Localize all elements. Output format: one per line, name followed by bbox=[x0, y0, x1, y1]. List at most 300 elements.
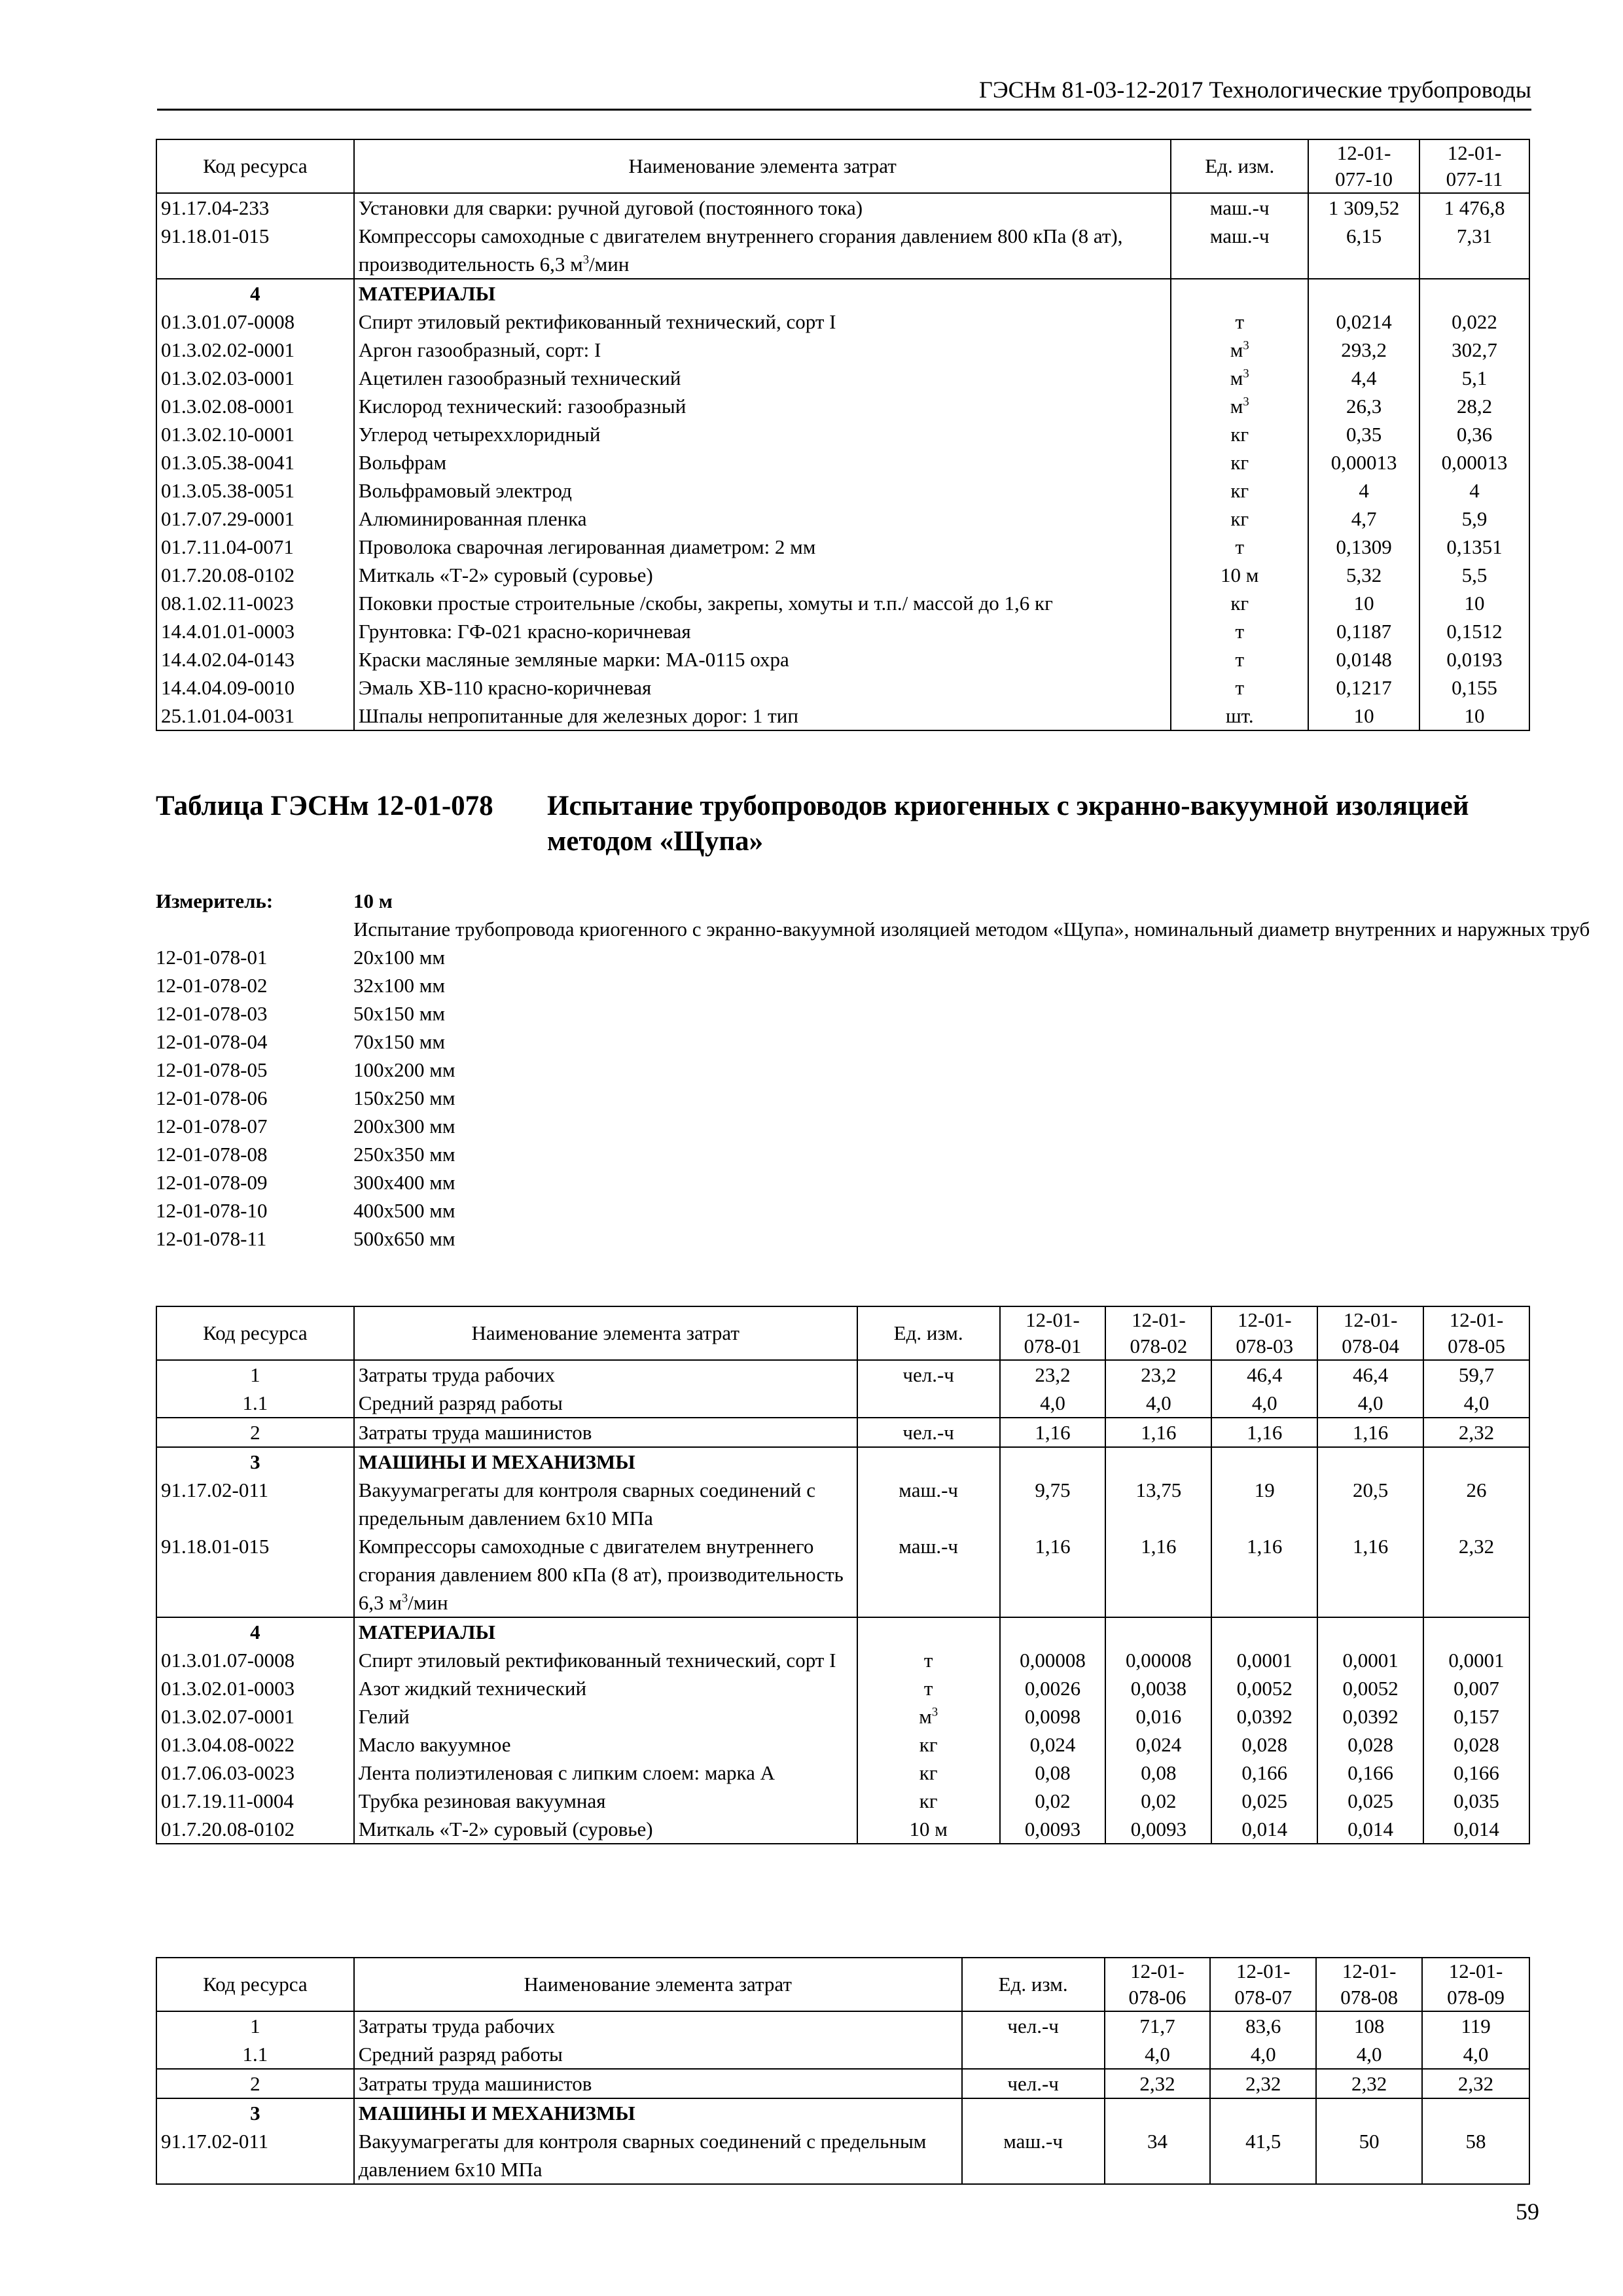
col-unit-header: Ед. изм. bbox=[962, 1958, 1105, 2011]
cost-element-name: Компрессоры самоходные с двигателем внутреннего сгорания давлением 800 кПа (8 ат), производительность 6,3 $м^3$/мин bbox=[354, 222, 1171, 279]
norm-value: 0,1351 bbox=[1419, 533, 1529, 561]
resource-code: 01.7.11.04-0071 bbox=[156, 533, 354, 561]
norm-value: 46,4 bbox=[1211, 1360, 1317, 1389]
measure-item bbox=[156, 1084, 1597, 1112]
norm-value: 1,16 bbox=[1000, 1418, 1106, 1447]
norm-value: 0,0038 bbox=[1105, 1674, 1211, 1702]
unit: т bbox=[857, 1674, 1000, 1702]
resource-code: 01.3.05.38-0051 bbox=[156, 476, 354, 505]
cost-element-name: Лента полиэтиленовая с липким слоем: марка А bbox=[354, 1759, 857, 1787]
unit bbox=[962, 2040, 1105, 2069]
section-row bbox=[156, 279, 1529, 308]
norm-value: 2,32 bbox=[1210, 2069, 1316, 2098]
table-row bbox=[156, 1360, 1529, 1389]
col-rate-header: 12-01- 078-05 bbox=[1423, 1306, 1529, 1360]
cost-element-name: Спирт этиловый ректификованный технический, сорт I bbox=[354, 1646, 857, 1674]
table-row bbox=[156, 193, 1529, 222]
cost-element-name: Затраты труда машинистов bbox=[354, 2069, 962, 2098]
norm-value bbox=[1210, 2098, 1316, 2127]
col-code-header: Код ресурса bbox=[156, 1958, 354, 2011]
unit: маш.-ч bbox=[962, 2127, 1105, 2184]
norm-value: 1,16 bbox=[1105, 1532, 1211, 1617]
measure-item-code: 12-01-078-11 bbox=[156, 1227, 267, 1250]
measure-item-text: 70х150 мм bbox=[353, 1030, 445, 1053]
norm-value: 0,00013 bbox=[1308, 448, 1419, 476]
norm-value: 0,0093 bbox=[1105, 1815, 1211, 1844]
cost-element-name: МАШИНЫ И МЕХАНИЗМЫ bbox=[354, 2098, 962, 2127]
norm-value: 0,00008 bbox=[1000, 1646, 1106, 1674]
unit: кг bbox=[1171, 448, 1308, 476]
norm-value: 0,0392 bbox=[1317, 1702, 1423, 1731]
measure-item-text: 300х400 мм bbox=[353, 1171, 455, 1194]
table-row bbox=[156, 392, 1529, 420]
cost-element-name: Средний разряд работы bbox=[354, 2040, 962, 2069]
norm-value bbox=[1105, 1617, 1211, 1646]
norm-value bbox=[1317, 1617, 1423, 1646]
norm-value bbox=[1423, 1617, 1529, 1646]
table-row bbox=[156, 1389, 1529, 1418]
table-row bbox=[156, 308, 1529, 336]
unit: т bbox=[1171, 673, 1308, 702]
cost-element-name: Углерод четыреххлоридный bbox=[354, 420, 1171, 448]
table-row bbox=[156, 1815, 1529, 1844]
norm-value: 0,028 bbox=[1423, 1731, 1529, 1759]
resource-code: 1.1 bbox=[156, 2040, 354, 2069]
resource-code: 01.3.02.02-0001 bbox=[156, 336, 354, 364]
table-row bbox=[156, 222, 1529, 279]
resource-code: 91.17.02-011 bbox=[156, 2127, 354, 2184]
norm-value: 23,2 bbox=[1105, 1360, 1211, 1389]
norm-value bbox=[1000, 1447, 1106, 1476]
cost-element-name: Масло вакуумное bbox=[354, 1731, 857, 1759]
resource-code: 91.17.04-233 bbox=[156, 193, 354, 222]
norm-value: 0,0052 bbox=[1211, 1674, 1317, 1702]
norm-value bbox=[1316, 2098, 1422, 2127]
norm-value: 5,1 bbox=[1419, 364, 1529, 392]
cost-element-name: Миткаль «Т-2» суровый (суровье) bbox=[354, 1815, 857, 1844]
cost-element-name: Гелий bbox=[354, 1702, 857, 1731]
resource-code: 01.7.07.29-0001 bbox=[156, 505, 354, 533]
col-unit-header: Ед. изм. bbox=[857, 1306, 1000, 1360]
col-code-header: Код ресурса bbox=[156, 139, 354, 193]
norm-value bbox=[1419, 279, 1529, 308]
table-header-row bbox=[156, 139, 1529, 193]
table-row bbox=[156, 1674, 1529, 1702]
cost-element-name: Вольфрам bbox=[354, 448, 1171, 476]
norm-value: 13,75 bbox=[1105, 1476, 1211, 1532]
measure-item-code: 12-01-078-03 bbox=[156, 1002, 268, 1025]
unit: т bbox=[1171, 645, 1308, 673]
resource-code: 01.3.02.07-0001 bbox=[156, 1702, 354, 1731]
col-name-header: Наименование элемента затрат bbox=[354, 139, 1171, 193]
col-rate-header: 12-01- 078-07 bbox=[1210, 1958, 1316, 2011]
unit: кг bbox=[1171, 420, 1308, 448]
resource-code: 25.1.01.04-0031 bbox=[156, 702, 354, 730]
norm-value: 0,02 bbox=[1105, 1787, 1211, 1815]
norm-value: 4,0 bbox=[1316, 2040, 1422, 2069]
cost-element-name: Проволока сварочная легированная диаметром: 2 мм bbox=[354, 533, 1171, 561]
resource-code: 01.3.02.01-0003 bbox=[156, 1674, 354, 1702]
norm-value: 293,2 bbox=[1308, 336, 1419, 364]
resource-code: 91.18.01-015 bbox=[156, 1532, 354, 1617]
norm-value: 0,0001 bbox=[1423, 1646, 1529, 1674]
norm-value: 41,5 bbox=[1210, 2127, 1316, 2184]
resource-code: 01.3.02.10-0001 bbox=[156, 420, 354, 448]
norm-value: 0,0001 bbox=[1211, 1646, 1317, 1674]
table-row bbox=[156, 561, 1529, 589]
unit: т bbox=[1171, 308, 1308, 336]
norm-value: 23,2 bbox=[1000, 1360, 1106, 1389]
norm-value: 7,31 bbox=[1419, 222, 1529, 279]
norm-value: 1,16 bbox=[1317, 1532, 1423, 1617]
norm-value: 0,1309 bbox=[1308, 533, 1419, 561]
norm-value: 58 bbox=[1422, 2127, 1529, 2184]
norm-value: 0,014 bbox=[1423, 1815, 1529, 1844]
norm-value: 0,00008 bbox=[1105, 1646, 1211, 1674]
unit: шт. bbox=[1171, 702, 1308, 730]
cost-element-name: МАТЕРИАЛЫ bbox=[354, 1617, 857, 1646]
measure-item-text: 250х350 мм bbox=[353, 1143, 455, 1166]
col-unit-header: Ед. изм. bbox=[1171, 139, 1308, 193]
unit: т bbox=[1171, 617, 1308, 645]
norm-value: 26 bbox=[1423, 1476, 1529, 1532]
table-header-row bbox=[156, 1958, 1529, 2011]
norm-value: 10 bbox=[1308, 702, 1419, 730]
unit: чел.-ч bbox=[857, 1360, 1000, 1389]
measure-item-code: 12-01-078-08 bbox=[156, 1143, 268, 1166]
norm-value: 0,025 bbox=[1317, 1787, 1423, 1815]
cost-element-name: Кислород технический: газообразный bbox=[354, 392, 1171, 420]
norm-value bbox=[1211, 1617, 1317, 1646]
norm-value: 5,5 bbox=[1419, 561, 1529, 589]
table-row bbox=[156, 533, 1529, 561]
col-rate-header: 12-01- 078-01 bbox=[1000, 1306, 1106, 1360]
table-row bbox=[156, 1702, 1529, 1731]
unit: $м^3$ bbox=[857, 1702, 1000, 1731]
measure-label: Измеритель: bbox=[156, 889, 274, 912]
measure-item bbox=[156, 1028, 1597, 1056]
table-row bbox=[156, 1731, 1529, 1759]
norm-value: 26,3 bbox=[1308, 392, 1419, 420]
unit: $м^3$ bbox=[1171, 364, 1308, 392]
norm-value: 0,166 bbox=[1423, 1759, 1529, 1787]
norm-value: 1,16 bbox=[1317, 1418, 1423, 1447]
unit: маш.-ч bbox=[1171, 222, 1308, 279]
resource-code: 01.3.02.03-0001 bbox=[156, 364, 354, 392]
norm-value: 4,0 bbox=[1422, 2040, 1529, 2069]
norm-value: 0,1187 bbox=[1308, 617, 1419, 645]
table-name: Испытание трубопроводов криогенных с экранно-вакуумной изоляцией методом «Щупа» bbox=[547, 791, 1469, 857]
col-rate-header: 12-01- 078-02 bbox=[1105, 1306, 1211, 1360]
norm-value: 4,7 bbox=[1308, 505, 1419, 533]
measure-item-code: 12-01-078-10 bbox=[156, 1199, 268, 1222]
cost-element-name: Аргон газообразный, сорт: I bbox=[354, 336, 1171, 364]
table-row bbox=[156, 336, 1529, 364]
cost-element-name: Затраты труда рабочих bbox=[354, 2011, 962, 2040]
table-row bbox=[156, 2069, 1529, 2098]
table-row bbox=[156, 589, 1529, 617]
measure-item bbox=[156, 943, 1597, 971]
col-name-header: Наименование элемента затрат bbox=[354, 1306, 857, 1360]
cost-element-name: МАШИНЫ И МЕХАНИЗМЫ bbox=[354, 1447, 857, 1476]
measure-item-code: 12-01-078-04 bbox=[156, 1030, 268, 1053]
norm-value bbox=[1423, 1447, 1529, 1476]
unit bbox=[857, 1389, 1000, 1418]
page-number: 59 bbox=[1516, 2198, 1539, 2225]
unit: кг bbox=[1171, 589, 1308, 617]
norm-value: 0,0093 bbox=[1000, 1815, 1106, 1844]
measure-item-code: 12-01-078-09 bbox=[156, 1171, 268, 1194]
measure-item-text: 400х500 мм bbox=[353, 1199, 455, 1222]
measure-item bbox=[156, 1112, 1597, 1140]
norm-value: 0,025 bbox=[1211, 1787, 1317, 1815]
norm-value: 1,16 bbox=[1211, 1418, 1317, 1447]
measure-item-text: 150х250 мм bbox=[353, 1086, 455, 1109]
norm-value bbox=[1105, 2098, 1211, 2127]
norm-value: 4,0 bbox=[1317, 1389, 1423, 1418]
cost-element-name: Алюминированная пленка bbox=[354, 505, 1171, 533]
norm-value: 9,75 bbox=[1000, 1476, 1106, 1532]
resource-code: 91.18.01-015 bbox=[156, 222, 354, 279]
measure-item-text: 100х200 мм bbox=[353, 1058, 455, 1081]
unit: $м^3$ bbox=[1171, 392, 1308, 420]
norm-value bbox=[1000, 1617, 1106, 1646]
norm-value: 2,32 bbox=[1423, 1532, 1529, 1617]
resource-code: 2 bbox=[156, 2069, 354, 2098]
norm-value: 119 bbox=[1422, 2011, 1529, 2040]
cost-element-name: Затраты труда машинистов bbox=[354, 1418, 857, 1447]
measure-item-text: 200х300 мм bbox=[353, 1115, 455, 1138]
resource-code: 01.7.19.11-0004 bbox=[156, 1787, 354, 1815]
norm-value: 4,0 bbox=[1423, 1389, 1529, 1418]
norm-value: 1 309,52 bbox=[1308, 193, 1419, 222]
norm-value: 0,1512 bbox=[1419, 617, 1529, 645]
norm-value: 20,5 bbox=[1317, 1476, 1423, 1532]
measure-item bbox=[156, 1168, 1597, 1196]
unit: чел.-ч bbox=[857, 1418, 1000, 1447]
norm-value: 2,32 bbox=[1316, 2069, 1422, 2098]
cost-element-name: Миткаль «Т-2» суровый (суровье) bbox=[354, 561, 1171, 589]
norm-value: 0,02 bbox=[1000, 1787, 1106, 1815]
measure-item bbox=[156, 1140, 1597, 1168]
norm-value: 10 bbox=[1308, 589, 1419, 617]
table-row bbox=[156, 505, 1529, 533]
section-row bbox=[156, 2098, 1529, 2127]
measure-item-text: 50х150 мм bbox=[353, 1002, 445, 1025]
norm-value: 46,4 bbox=[1317, 1360, 1423, 1389]
resource-code: 14.4.01.01-0003 bbox=[156, 617, 354, 645]
col-rate-header: 12-01- 077-11 bbox=[1419, 139, 1529, 193]
unit bbox=[1171, 279, 1308, 308]
norm-value: 0,0148 bbox=[1308, 645, 1419, 673]
col-rate-header: 12-01- 078-04 bbox=[1317, 1306, 1423, 1360]
norm-value: 0,014 bbox=[1211, 1815, 1317, 1844]
measure-value: 10 м bbox=[353, 889, 393, 912]
table-row bbox=[156, 645, 1529, 673]
table-row bbox=[156, 702, 1529, 730]
unit bbox=[962, 2098, 1105, 2127]
norm-value: 1 476,8 bbox=[1419, 193, 1529, 222]
norm-value bbox=[1105, 1447, 1211, 1476]
resource-code: 01.3.04.08-0022 bbox=[156, 1731, 354, 1759]
table-row bbox=[156, 673, 1529, 702]
norm-value: 4,0 bbox=[1000, 1389, 1106, 1418]
measure-description: Испытание трубопровода криогенного с экранно-вакуумной изоляцией методом «Щупа», номинальный диаметр внутренних и наружных труб bbox=[353, 918, 1590, 941]
cost-element-name: Эмаль ХВ-110 красно-коричневая bbox=[354, 673, 1171, 702]
norm-value bbox=[1211, 1447, 1317, 1476]
norm-value: 71,7 bbox=[1105, 2011, 1211, 2040]
cost-element-name: Грунтовка: ГФ-021 красно-коричневая bbox=[354, 617, 1171, 645]
norm-value: 34 bbox=[1105, 2127, 1211, 2184]
norm-value: 0,0214 bbox=[1308, 308, 1419, 336]
norm-value: 0,36 bbox=[1419, 420, 1529, 448]
resource-code: 3 bbox=[156, 2098, 354, 2127]
measure-block bbox=[156, 887, 1597, 1253]
norm-value: 0,014 bbox=[1317, 1815, 1423, 1844]
norm-value: 4,0 bbox=[1211, 1389, 1317, 1418]
table-row bbox=[156, 2011, 1529, 2040]
unit: 10 м bbox=[1171, 561, 1308, 589]
table-title bbox=[156, 789, 1529, 859]
measure-item bbox=[156, 1196, 1597, 1225]
resource-code: 1.1 bbox=[156, 1389, 354, 1418]
section-row bbox=[156, 1447, 1529, 1476]
norm-value: 0,007 bbox=[1423, 1674, 1529, 1702]
norm-value: 0,35 bbox=[1308, 420, 1419, 448]
cost-element-name: Вакуумагрегаты для контроля сварных соединений с предельным давлением 6х10 МПа bbox=[354, 1476, 857, 1532]
unit: т bbox=[1171, 533, 1308, 561]
unit: маш.-ч bbox=[1171, 193, 1308, 222]
norm-value: 1,16 bbox=[1211, 1532, 1317, 1617]
unit: чел.-ч bbox=[962, 2011, 1105, 2040]
section-row bbox=[156, 1617, 1529, 1646]
unit: кг bbox=[857, 1731, 1000, 1759]
norm-value: 10 bbox=[1419, 702, 1529, 730]
cost-element-name: МАТЕРИАЛЫ bbox=[354, 279, 1171, 308]
resource-code: 4 bbox=[156, 1617, 354, 1646]
norm-value: 59,7 bbox=[1423, 1360, 1529, 1389]
resource-code: 01.3.02.08-0001 bbox=[156, 392, 354, 420]
norm-value bbox=[1317, 1447, 1423, 1476]
cost-element-name: Трубка резиновая вакуумная bbox=[354, 1787, 857, 1815]
norm-value: 0,0026 bbox=[1000, 1674, 1106, 1702]
resource-table-078-a bbox=[156, 1306, 1530, 1844]
measure-item-code: 12-01-078-05 bbox=[156, 1058, 268, 1081]
resource-code: 01.3.01.07-0008 bbox=[156, 1646, 354, 1674]
resource-table-077 bbox=[156, 139, 1530, 731]
unit: 10 м bbox=[857, 1815, 1000, 1844]
resource-code: 14.4.02.04-0143 bbox=[156, 645, 354, 673]
unit: кг bbox=[857, 1759, 1000, 1787]
unit: маш.-ч bbox=[857, 1532, 1000, 1617]
resource-code: 01.7.20.08-0102 bbox=[156, 1815, 354, 1844]
resource-code: 2 bbox=[156, 1418, 354, 1447]
unit bbox=[857, 1447, 1000, 1476]
resource-code: 01.3.05.38-0041 bbox=[156, 448, 354, 476]
running-header: ГЭСНм 81-03-12-2017 Технологические трубопроводы bbox=[157, 73, 1531, 111]
norm-value: 0,024 bbox=[1105, 1731, 1211, 1759]
table-row bbox=[156, 617, 1529, 645]
unit: кг bbox=[857, 1787, 1000, 1815]
norm-value bbox=[1308, 279, 1419, 308]
norm-value: 0,155 bbox=[1419, 673, 1529, 702]
resource-code: 3 bbox=[156, 1447, 354, 1476]
col-rate-header: 12-01- 078-06 bbox=[1105, 1958, 1211, 2011]
resource-code: 08.1.02.11-0023 bbox=[156, 589, 354, 617]
measure-item-code: 12-01-078-07 bbox=[156, 1115, 268, 1138]
norm-value: 4,0 bbox=[1210, 2040, 1316, 2069]
norm-value: 0,016 bbox=[1105, 1702, 1211, 1731]
norm-value: 4,0 bbox=[1105, 2040, 1211, 2069]
cost-element-name: Компрессоры самоходные с двигателем внутреннего сгорания давлением 800 кПа (8 ат), производительность 6,3 $м^3$/мин bbox=[354, 1532, 857, 1617]
norm-value: 4 bbox=[1419, 476, 1529, 505]
norm-value: 1,16 bbox=[1105, 1418, 1211, 1447]
norm-value: 4,0 bbox=[1105, 1389, 1211, 1418]
col-rate-header: 12-01- 078-09 bbox=[1422, 1958, 1529, 2011]
norm-value: 0,0098 bbox=[1000, 1702, 1106, 1731]
measure-item-text: 32х100 мм bbox=[353, 974, 445, 997]
table-row bbox=[156, 1418, 1529, 1447]
col-rate-header: 12-01- 077-10 bbox=[1308, 139, 1419, 193]
col-code-header: Код ресурса bbox=[156, 1306, 354, 1360]
norm-value: 0,166 bbox=[1211, 1759, 1317, 1787]
unit: т bbox=[857, 1646, 1000, 1674]
norm-value: 0,08 bbox=[1000, 1759, 1106, 1787]
norm-value: 302,7 bbox=[1419, 336, 1529, 364]
norm-value: 0,08 bbox=[1105, 1759, 1211, 1787]
cost-element-name: Краски масляные земляные марки: МА-0115 охра bbox=[354, 645, 1171, 673]
resource-table-078-b bbox=[156, 1957, 1530, 2185]
resource-code: 14.4.04.09-0010 bbox=[156, 673, 354, 702]
norm-value bbox=[1422, 2098, 1529, 2127]
table-row bbox=[156, 1646, 1529, 1674]
norm-value: 108 bbox=[1316, 2011, 1422, 2040]
table-row bbox=[156, 2040, 1529, 2069]
norm-value: 0,0052 bbox=[1317, 1674, 1423, 1702]
norm-value: 6,15 bbox=[1308, 222, 1419, 279]
measure-item-code: 12-01-078-01 bbox=[156, 946, 268, 969]
resource-code: 1 bbox=[156, 1360, 354, 1389]
unit: маш.-ч bbox=[857, 1476, 1000, 1532]
cost-element-name: Вакуумагрегаты для контроля сварных соединений с предельным давлением 6х10 МПа bbox=[354, 2127, 962, 2184]
measure-item bbox=[156, 999, 1597, 1028]
cost-element-name: Азот жидкий технический bbox=[354, 1674, 857, 1702]
table-number: Таблица ГЭСНм 12-01-078 bbox=[156, 791, 493, 821]
norm-value: 0,024 bbox=[1000, 1731, 1106, 1759]
norm-value: 83,6 bbox=[1210, 2011, 1316, 2040]
measure-item bbox=[156, 1056, 1597, 1084]
table-row bbox=[156, 420, 1529, 448]
unit: кг bbox=[1171, 505, 1308, 533]
norm-value: 0,035 bbox=[1423, 1787, 1529, 1815]
resource-code: 01.7.06.03-0023 bbox=[156, 1759, 354, 1787]
unit: $м^3$ bbox=[1171, 336, 1308, 364]
table-row bbox=[156, 2127, 1529, 2184]
norm-value: 2,32 bbox=[1105, 2069, 1211, 2098]
norm-value: 19 bbox=[1211, 1476, 1317, 1532]
cost-element-name: Средний разряд работы bbox=[354, 1389, 857, 1418]
table-row bbox=[156, 1476, 1529, 1532]
norm-value: 0,028 bbox=[1211, 1731, 1317, 1759]
norm-value: 0,028 bbox=[1317, 1731, 1423, 1759]
measure-item-code: 12-01-078-06 bbox=[156, 1086, 268, 1109]
cost-element-name: Установки для сварки: ручной дуговой (постоянного тока) bbox=[354, 193, 1171, 222]
cost-element-name: Спирт этиловый ректификованный технический, сорт I bbox=[354, 308, 1171, 336]
cost-element-name: Поковки простые строительные /скобы, закрепы, хомуты и т.п./ массой до 1,6 кг bbox=[354, 589, 1171, 617]
cost-element-name: Затраты труда рабочих bbox=[354, 1360, 857, 1389]
norm-value: 2,32 bbox=[1423, 1418, 1529, 1447]
resource-code: 1 bbox=[156, 2011, 354, 2040]
